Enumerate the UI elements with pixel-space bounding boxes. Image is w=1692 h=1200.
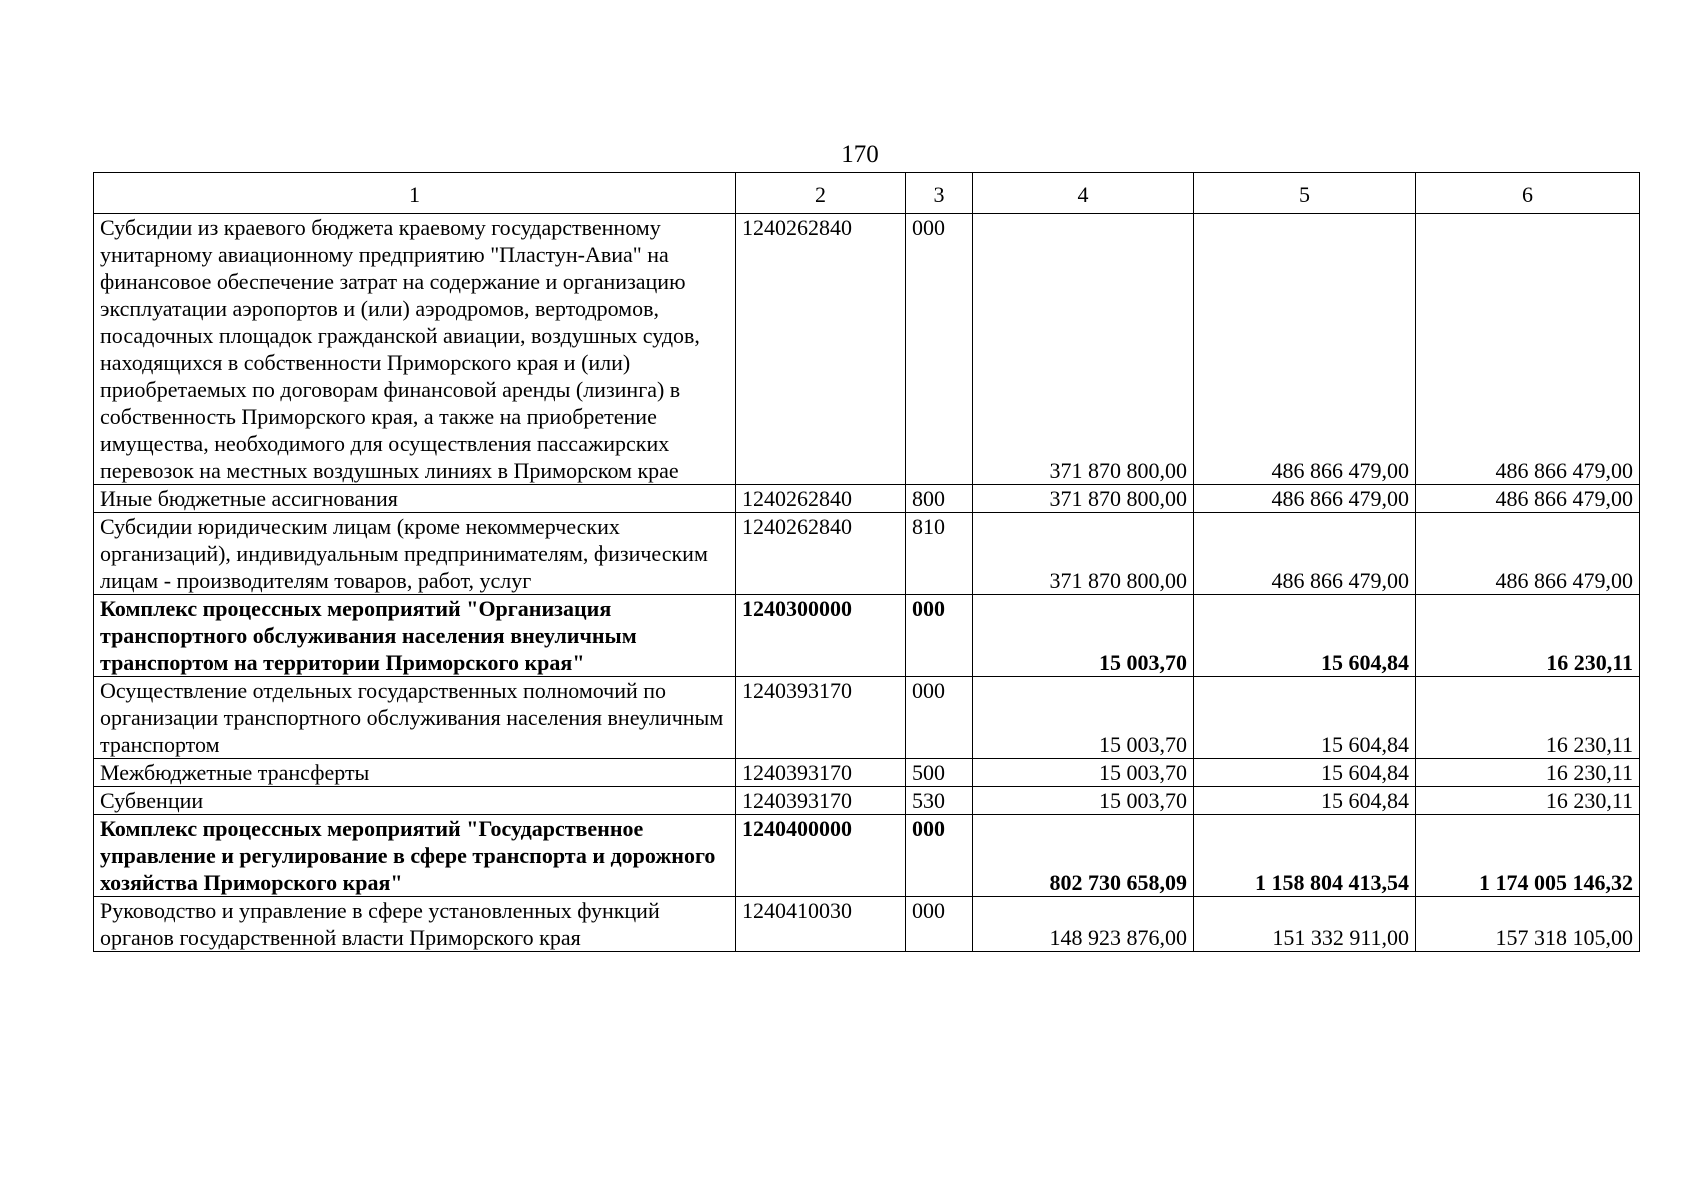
table-row — [94, 787, 1640, 815]
column-header: 1 — [94, 173, 736, 214]
row-value-col4: 148 923 876,00 — [973, 897, 1194, 952]
row-name: Межбюджетные трансферты — [94, 759, 736, 787]
row-name: Иные бюджетные ассигнования — [94, 485, 736, 513]
row-value-col4: 15 003,70 — [973, 677, 1194, 759]
row-name: Комплекс процессных мероприятий "Государственное управление и регулирование в сфере транспорта и дорожного хозяйства Приморского края" — [94, 815, 736, 897]
row-value-col6: 1 174 005 146,32 — [1416, 815, 1640, 897]
table-row — [94, 897, 1640, 952]
table-row — [94, 759, 1640, 787]
row-expense-type: 000 — [906, 214, 973, 485]
row-value-col4: 371 870 800,00 — [973, 214, 1194, 485]
table-row — [94, 595, 1640, 677]
row-value-col4: 15 003,70 — [973, 787, 1194, 815]
row-name: Субсидии из краевого бюджета краевому государственному унитарному авиационному предприятию "Пластун-Авиа" на финансовое обеспечение затрат на содержание и организацию эксплуатации аэропортов и (или) аэродромов, вертодромов, посадочных площадок гражданской авиации, воздушных судов, находящихся в собственности Приморского края и (или) приобретаемых по договорам финансовой аренды (лизинга) в собственность Приморского края, а также на приобретение имущества, необходимого для осуществления пассажирских перевозок на местных воздушных линиях в Приморском крае — [94, 214, 736, 485]
column-header: 4 — [973, 173, 1194, 214]
row-value-col5: 1 158 804 413,54 — [1194, 815, 1416, 897]
row-code: 1240300000 — [736, 595, 906, 677]
row-value-col5: 15 604,84 — [1194, 677, 1416, 759]
row-value-col4: 371 870 800,00 — [973, 513, 1194, 595]
row-code: 1240393170 — [736, 677, 906, 759]
row-value-col6: 157 318 105,00 — [1416, 897, 1640, 952]
row-expense-type: 530 — [906, 787, 973, 815]
table-row — [94, 677, 1640, 759]
table-header-row — [94, 173, 1640, 214]
row-code: 1240262840 — [736, 214, 906, 485]
row-value-col5: 151 332 911,00 — [1194, 897, 1416, 952]
row-name: Руководство и управление в сфере установленных функций органов государственной власти Приморского края — [94, 897, 736, 952]
table-row — [94, 513, 1640, 595]
table-row — [94, 214, 1640, 485]
table-row — [94, 485, 1640, 513]
row-expense-type: 000 — [906, 897, 973, 952]
row-name: Комплекс процессных мероприятий "Организация транспортного обслуживания населения внеуличным транспортом на территории Приморского края" — [94, 595, 736, 677]
row-value-col5: 486 866 479,00 — [1194, 214, 1416, 485]
column-header: 3 — [906, 173, 973, 214]
column-header: 2 — [736, 173, 906, 214]
row-value-col4: 15 003,70 — [973, 759, 1194, 787]
row-value-col4: 371 870 800,00 — [973, 485, 1194, 513]
row-value-col6: 16 230,11 — [1416, 677, 1640, 759]
row-value-col6: 16 230,11 — [1416, 787, 1640, 815]
row-value-col4: 802 730 658,09 — [973, 815, 1194, 897]
row-value-col6: 486 866 479,00 — [1416, 485, 1640, 513]
row-value-col6: 486 866 479,00 — [1416, 513, 1640, 595]
row-value-col5: 15 604,84 — [1194, 787, 1416, 815]
row-expense-type: 800 — [906, 485, 973, 513]
row-code: 1240262840 — [736, 485, 906, 513]
row-name: Субсидии юридическим лицам (кроме некоммерческих организаций), индивидуальным предпринимателям, физическим лицам - производителям товаров, работ, услуг — [94, 513, 736, 595]
row-value-col6: 486 866 479,00 — [1416, 214, 1640, 485]
budget-table — [93, 172, 1640, 952]
column-header: 6 — [1416, 173, 1640, 214]
row-expense-type: 000 — [906, 595, 973, 677]
column-header: 5 — [1194, 173, 1416, 214]
row-code: 1240262840 — [736, 513, 906, 595]
row-code: 1240393170 — [736, 787, 906, 815]
row-value-col6: 16 230,11 — [1416, 759, 1640, 787]
row-expense-type: 000 — [906, 815, 973, 897]
row-expense-type: 000 — [906, 677, 973, 759]
row-expense-type: 500 — [906, 759, 973, 787]
row-value-col5: 486 866 479,00 — [1194, 485, 1416, 513]
page-number: 170 — [841, 141, 879, 168]
row-value-col5: 15 604,84 — [1194, 595, 1416, 677]
row-value-col6: 16 230,11 — [1416, 595, 1640, 677]
row-expense-type: 810 — [906, 513, 973, 595]
row-value-col4: 15 003,70 — [973, 595, 1194, 677]
table-row — [94, 815, 1640, 897]
row-code: 1240393170 — [736, 759, 906, 787]
row-code: 1240410030 — [736, 897, 906, 952]
row-value-col5: 486 866 479,00 — [1194, 513, 1416, 595]
row-name: Субвенции — [94, 787, 736, 815]
row-value-col5: 15 604,84 — [1194, 759, 1416, 787]
row-code: 1240400000 — [736, 815, 906, 897]
row-name: Осуществление отдельных государственных полномочий по организации транспортного обслуживания населения внеуличным транспортом — [94, 677, 736, 759]
